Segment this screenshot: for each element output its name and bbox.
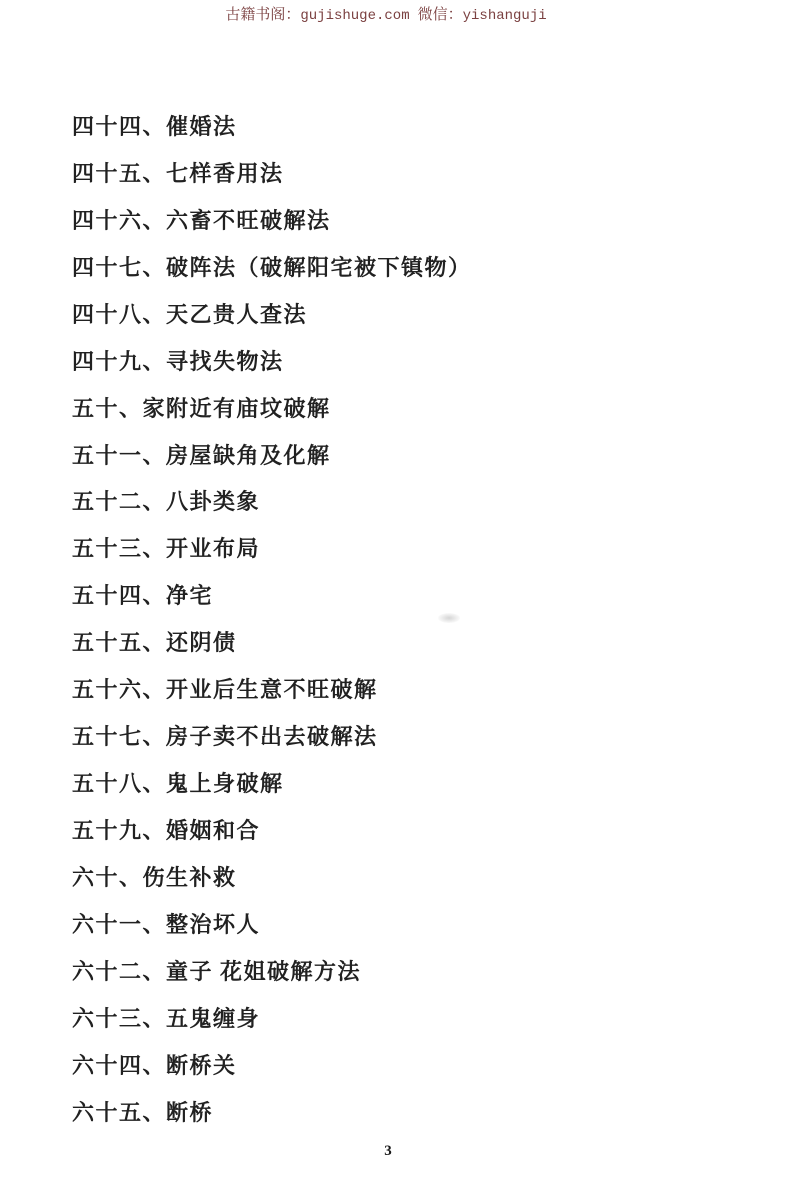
wechat-label: 微信： xyxy=(417,7,463,23)
toc-entry: 四十六、六畜不旺破解法 xyxy=(72,207,331,233)
scan-smudge-artifact xyxy=(438,613,460,623)
site-url: gujishuge.com xyxy=(300,8,410,24)
site-name-label: 古籍书阁： xyxy=(225,7,301,23)
toc-entry: 六十五、断桥 xyxy=(72,1099,214,1125)
toc-entry: 五十八、鬼上身破解 xyxy=(72,771,284,797)
toc-entry: 六十、伤生补救 xyxy=(72,864,237,890)
toc-entry: 四十七、破阵法（破解阳宅被下镇物） xyxy=(72,254,472,280)
toc-entry: 六十三、五鬼缠身 xyxy=(72,1005,261,1031)
toc-entry: 五十三、开业布局 xyxy=(72,536,261,562)
toc-entry: 五十七、房子卖不出去破解法 xyxy=(72,724,378,750)
toc-entry: 六十一、整治坏人 xyxy=(72,911,261,937)
toc-entry: 五十五、还阴债 xyxy=(72,630,237,656)
toc-entry: 四十四、催婚法 xyxy=(72,113,237,139)
toc-entry: 四十五、七样香用法 xyxy=(72,160,284,186)
page-number: 3 xyxy=(384,1143,392,1159)
toc-entry: 五十九、婚姻和合 xyxy=(72,818,261,844)
toc-entry: 五十、家附近有庙坟破解 xyxy=(72,395,331,421)
table-of-contents xyxy=(72,102,472,1135)
toc-entry: 六十四、断桥关 xyxy=(72,1052,237,1078)
toc-entry: 五十一、房屋缺角及化解 xyxy=(72,442,331,468)
watermark-header xyxy=(0,6,772,25)
toc-entry: 四十八、天乙贵人查法 xyxy=(72,301,308,327)
toc-entry: 五十六、开业后生意不旺破解 xyxy=(72,677,378,703)
wechat-id: yishanguji xyxy=(462,8,547,24)
toc-entry: 四十九、寻找失物法 xyxy=(72,348,284,374)
toc-entry: 五十二、八卦类象 xyxy=(72,489,261,515)
toc-entry: 五十四、净宅 xyxy=(72,583,214,609)
toc-entry: 六十二、童子 花姐破解方法 xyxy=(72,958,362,984)
